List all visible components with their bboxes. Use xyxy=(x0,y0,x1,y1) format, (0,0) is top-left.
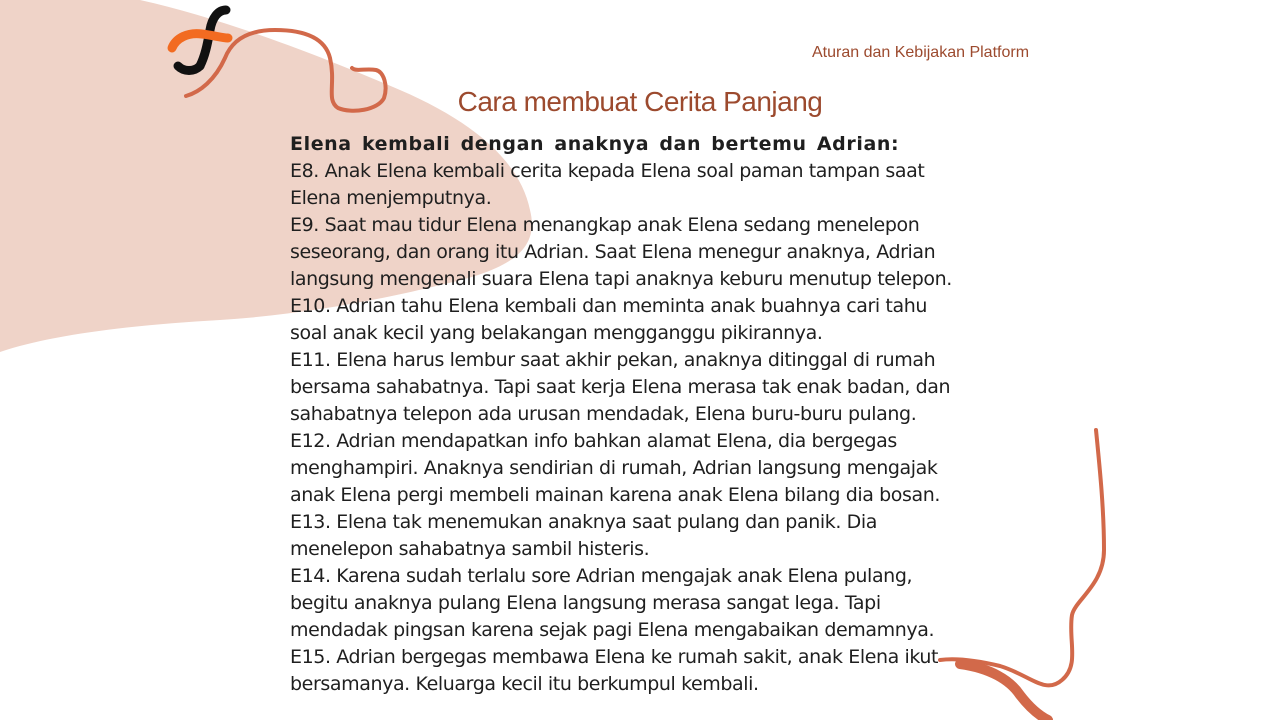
outline-line: E15. Adrian bergegas membawa Elena ke rumah sakit, anak Elena ikut xyxy=(290,646,939,668)
platform-label: Aturan dan Kebijakan Platform xyxy=(812,44,1030,61)
outline-line: E11. Elena harus lembur saat akhir pekan, anaknya ditinggal di rumah xyxy=(290,349,936,371)
story-outline xyxy=(290,131,1010,698)
outline-line: menelepon sahabatnya sambil histeris. xyxy=(290,538,650,560)
outline-line: E10. Adrian tahu Elena kembali dan meminta anak buahnya cari tahu xyxy=(290,295,928,317)
outline-line: anak Elena pergi membeli mainan karena anak Elena bilang dia bosan. xyxy=(290,484,941,506)
outline-line: E13. Elena tak menemukan anaknya saat pulang dan panik. Dia xyxy=(290,511,877,533)
outline-line: mendadak pingsan karena sejak pagi Elena mengabaikan demamnya. xyxy=(290,619,935,641)
outline-line: seseorang, dan orang itu Adrian. Saat Elena menegur anaknya, Adrian xyxy=(290,241,936,263)
outline-line: E9. Saat mau tidur Elena menangkap anak Elena sedang menelepon xyxy=(290,214,920,236)
page-title: Cara membuat Cerita Panjang xyxy=(457,86,823,117)
outline-line: E8. Anak Elena kembali cerita kepada Elena soal paman tampan saat xyxy=(290,160,925,182)
brand-logo-icon xyxy=(166,4,236,76)
outline-line: E12. Adrian mendapatkan info bahkan alamat Elena, dia bergegas xyxy=(290,430,897,452)
outline-line: Elena menjemputnya. xyxy=(290,187,492,209)
outline-line: bersama sahabatnya. Tapi saat kerja Elena merasa tak enak badan, dan xyxy=(290,376,951,398)
outline-line: langsung mengenali suara Elena tapi anaknya keburu menutup telepon. xyxy=(290,268,952,290)
outline-list xyxy=(290,158,1010,698)
outline-line: sahabatnya telepon ada urusan mendadak, Elena buru-buru pulang. xyxy=(290,403,917,425)
outline-line: bersamanya. Keluarga kecil itu berkumpul kembali. xyxy=(290,673,759,695)
outline-line: begitu anaknya pulang Elena langsung merasa sangat lega. Tapi xyxy=(290,592,881,614)
outline-line: menghampiri. Anaknya sendirian di rumah, Adrian langsung mengajak xyxy=(290,457,938,479)
outline-line: soal anak kecil yang belakangan mengganggu pikirannya. xyxy=(290,322,823,344)
outline-line: E14. Karena sudah terlalu sore Adrian mengajak anak Elena pulang, xyxy=(290,565,913,587)
section-subheading: Elena kembali dengan anaknya dan bertemu Adrian: xyxy=(290,133,900,155)
